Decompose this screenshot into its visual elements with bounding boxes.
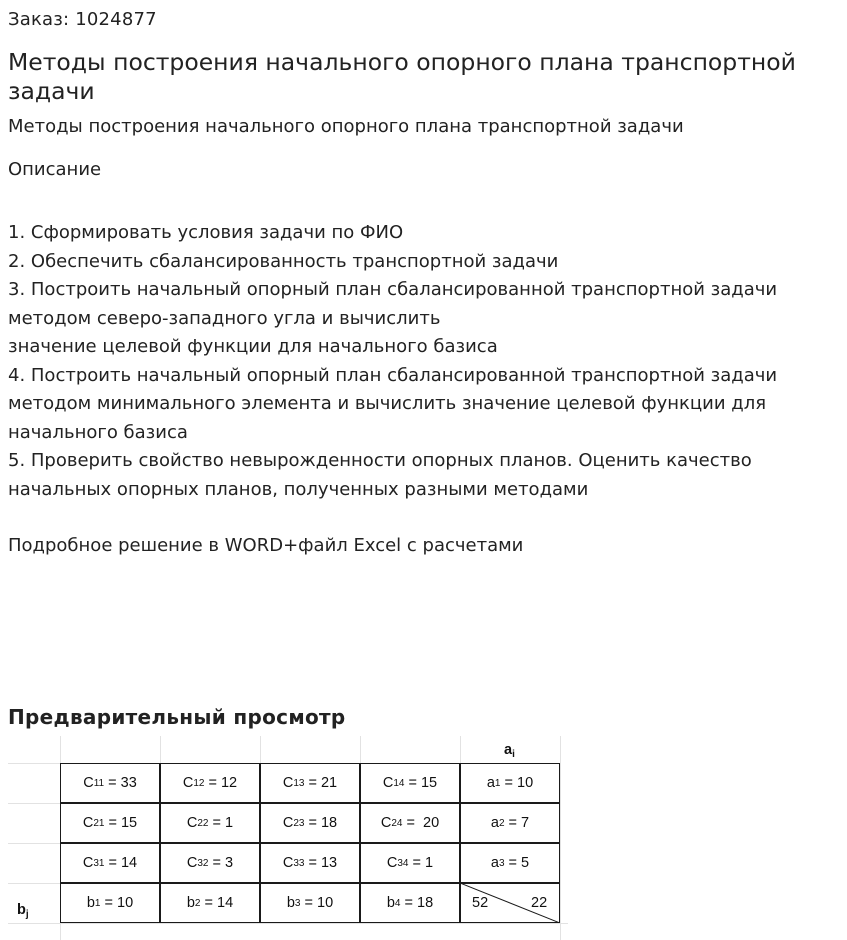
table-cell: C 33 = 13 — [260, 843, 360, 883]
description-list — [8, 219, 838, 504]
table-cell: a 1 = 10 — [460, 763, 560, 803]
description-line: 5. Проверить свойство невырожденности опорных планов. Оценить качество — [8, 450, 752, 471]
table-cell: C 34 = 1 — [360, 843, 460, 883]
description-line: 4. Построить начальный опорный план сбалансированной транспортной задачи — [8, 364, 778, 386]
table-cell: C 24 = 20 — [360, 803, 460, 843]
table-cell: C 31 = 14 — [60, 843, 160, 883]
page-subtitle: Методы построения начального опорного плана транспортной задачи — [8, 116, 684, 137]
table-cell: a 2 = 7 — [460, 803, 560, 843]
description-line: 3. Построить начальный опорный план сбалансированной транспортной задачи — [8, 279, 778, 300]
table-cell: b 2 = 14 — [160, 883, 260, 923]
description-heading: Описание — [8, 159, 102, 180]
preview-table-image — [8, 736, 568, 940]
description-line: 2. Обеспечить сбалансированность транспортной задачи — [8, 250, 559, 272]
total-supply: 52 — [472, 895, 489, 911]
table-cell: C 14 = 15 — [360, 763, 460, 803]
description-line: 1. Сформировать условия задачи по ФИО — [8, 222, 404, 243]
table-cell: C 23 = 18 — [260, 803, 360, 843]
description-line: начальных опорных планов, полученных разными методами — [8, 478, 589, 500]
description-line: методом минимального элемента и вычислить значение целевой функции для — [8, 393, 767, 414]
page-title: Методы построения начального опорного плана транспортной задачи — [8, 48, 796, 105]
supply-column-header: $a_i$ — [504, 742, 515, 760]
demand-row-header: $b_j$ — [17, 902, 29, 920]
detail-note: Подробное решение в WORD+файл Excel с расчетами — [8, 535, 524, 556]
table-cell: b 4 = 18 — [360, 883, 460, 923]
preview-heading: Предварительный просмотр — [8, 705, 346, 729]
description-line: значение целевой функции для начального базиса — [8, 336, 498, 357]
total-demand: 22 — [531, 895, 548, 911]
table-cell: b 1 = 10 — [60, 883, 160, 923]
description-line: начального базиса — [8, 421, 188, 443]
order-number: Заказ: 1024877 — [8, 9, 157, 30]
table-cell: a 3 = 5 — [460, 843, 560, 883]
table-cell: C 22 = 1 — [160, 803, 260, 843]
table-cell: b 3 = 10 — [260, 883, 360, 923]
table-cell: C 13 = 21 — [260, 763, 360, 803]
table-cell: C 11 = 33 — [60, 763, 160, 803]
table-cell: C 32 = 3 — [160, 843, 260, 883]
total-diagonal-cell — [460, 883, 560, 923]
table-cell: C 12 = 12 — [160, 763, 260, 803]
table-cell: C 21 = 15 — [60, 803, 160, 843]
description-line: методом северо-западного угла и вычислить — [8, 307, 441, 329]
